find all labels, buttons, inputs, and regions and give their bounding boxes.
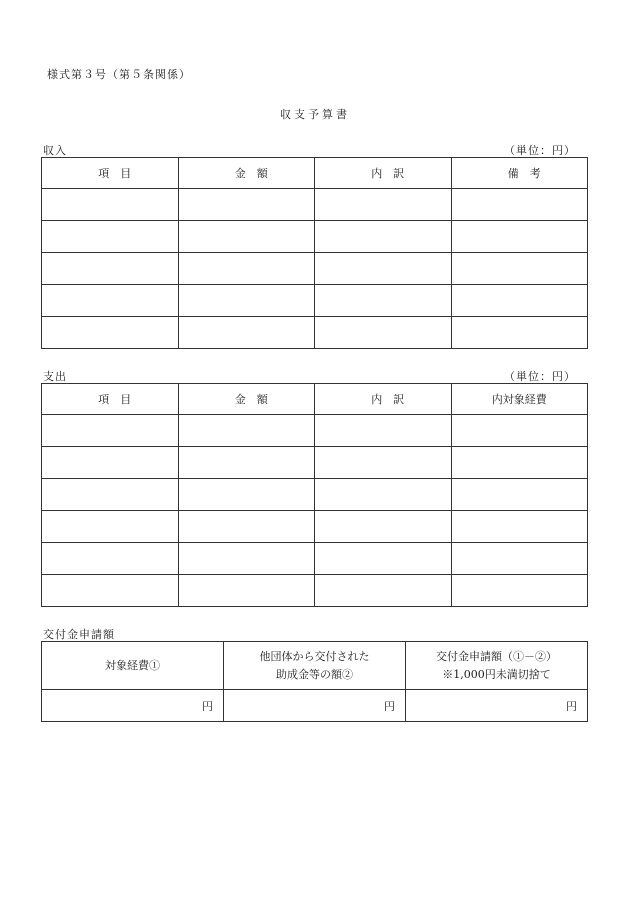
- grant-requested-amount[interactable]: 円: [406, 690, 588, 722]
- income-header-breakdown: 内 訳: [315, 158, 452, 189]
- table-cell[interactable]: [178, 285, 315, 317]
- table-cell[interactable]: [42, 253, 179, 285]
- table-cell[interactable]: [451, 189, 588, 221]
- table-cell[interactable]: [178, 221, 315, 253]
- table-cell[interactable]: [178, 253, 315, 285]
- grant-header-other-subsidy-line2: 助成金等の額②: [276, 667, 353, 681]
- table-cell[interactable]: [451, 575, 588, 607]
- table-row: [42, 479, 588, 511]
- table-cell[interactable]: [178, 479, 315, 511]
- table-cell[interactable]: [315, 285, 452, 317]
- table-cell[interactable]: [42, 575, 179, 607]
- table-cell[interactable]: [451, 447, 588, 479]
- expense-header-breakdown: 内 訳: [315, 384, 452, 415]
- income-section-label: 収入: [43, 144, 67, 157]
- table-row: [42, 285, 588, 317]
- table-cell[interactable]: [42, 543, 179, 575]
- table-cell[interactable]: [315, 447, 452, 479]
- expense-section-label: 支出: [43, 370, 67, 383]
- table-row: [42, 221, 588, 253]
- table-cell[interactable]: [451, 285, 588, 317]
- table-cell[interactable]: [178, 189, 315, 221]
- table-cell[interactable]: [178, 543, 315, 575]
- grant-eligible-cost-amount[interactable]: 円: [42, 690, 224, 722]
- table-cell[interactable]: [315, 189, 452, 221]
- table-cell[interactable]: [315, 479, 452, 511]
- expense-header-row: [42, 384, 588, 415]
- table-cell[interactable]: [42, 285, 179, 317]
- expense-header-amount: 金 額: [178, 384, 315, 415]
- table-row: [42, 511, 588, 543]
- table-cell[interactable]: [42, 479, 179, 511]
- table-cell[interactable]: [178, 317, 315, 349]
- expense-unit-label: （単位：円）: [504, 370, 576, 383]
- table-cell[interactable]: [451, 511, 588, 543]
- table-cell[interactable]: [42, 221, 179, 253]
- table-cell[interactable]: [315, 317, 452, 349]
- table-cell[interactable]: [42, 447, 179, 479]
- grant-header-requested-line1: 交付金申請額（①－②）: [436, 649, 557, 663]
- table-cell[interactable]: [42, 189, 179, 221]
- grant-table: [41, 641, 588, 722]
- table-cell[interactable]: [42, 511, 179, 543]
- table-cell[interactable]: [315, 543, 452, 575]
- income-unit-label: （単位：円）: [504, 144, 576, 157]
- table-row: [42, 415, 588, 447]
- income-header-item: 項 目: [42, 158, 179, 189]
- grant-section-label: 交付金申請額: [43, 628, 115, 641]
- grant-header-requested-amount: [406, 642, 588, 690]
- grant-header-eligible-cost: [42, 642, 224, 690]
- table-row: [42, 189, 588, 221]
- income-table: [41, 157, 588, 349]
- table-cell[interactable]: [451, 317, 588, 349]
- table-row: [42, 543, 588, 575]
- grant-header-other-subsidy: [224, 642, 406, 690]
- income-header-row: [42, 158, 588, 189]
- table-cell[interactable]: [451, 253, 588, 285]
- table-cell[interactable]: [451, 543, 588, 575]
- form-number: 様式第３号（第５条関係）: [47, 68, 191, 81]
- table-cell[interactable]: [451, 221, 588, 253]
- table-cell[interactable]: [178, 415, 315, 447]
- table-cell[interactable]: [178, 575, 315, 607]
- table-cell[interactable]: [315, 575, 452, 607]
- expense-header-item: 項 目: [42, 384, 179, 415]
- table-cell[interactable]: [42, 317, 179, 349]
- table-cell[interactable]: [42, 415, 179, 447]
- grant-other-subsidy-amount[interactable]: 円: [224, 690, 406, 722]
- table-cell[interactable]: [315, 221, 452, 253]
- table-cell[interactable]: [315, 253, 452, 285]
- table-cell[interactable]: [315, 415, 452, 447]
- table-row: [42, 447, 588, 479]
- table-cell[interactable]: [315, 511, 452, 543]
- grant-header-requested-line2: ※1,000円未満切捨て: [442, 667, 551, 681]
- grant-header-row: [42, 642, 588, 690]
- grant-header-other-subsidy-line1: 他団体から交付された: [259, 649, 370, 663]
- expense-table: [41, 383, 588, 607]
- table-row: [42, 575, 588, 607]
- income-header-remarks: 備 考: [451, 158, 588, 189]
- table-cell[interactable]: [178, 511, 315, 543]
- grant-header-eligible-cost-text: 対象経費①: [105, 658, 160, 672]
- table-row: [42, 317, 588, 349]
- document-title: 収支予算書: [280, 108, 350, 121]
- expense-header-eligible: 内対象経費: [451, 384, 588, 415]
- table-row: [42, 253, 588, 285]
- table-cell[interactable]: [451, 415, 588, 447]
- table-cell[interactable]: [178, 447, 315, 479]
- table-cell[interactable]: [451, 479, 588, 511]
- grant-amount-row: [42, 690, 588, 722]
- income-header-amount: 金 額: [178, 158, 315, 189]
